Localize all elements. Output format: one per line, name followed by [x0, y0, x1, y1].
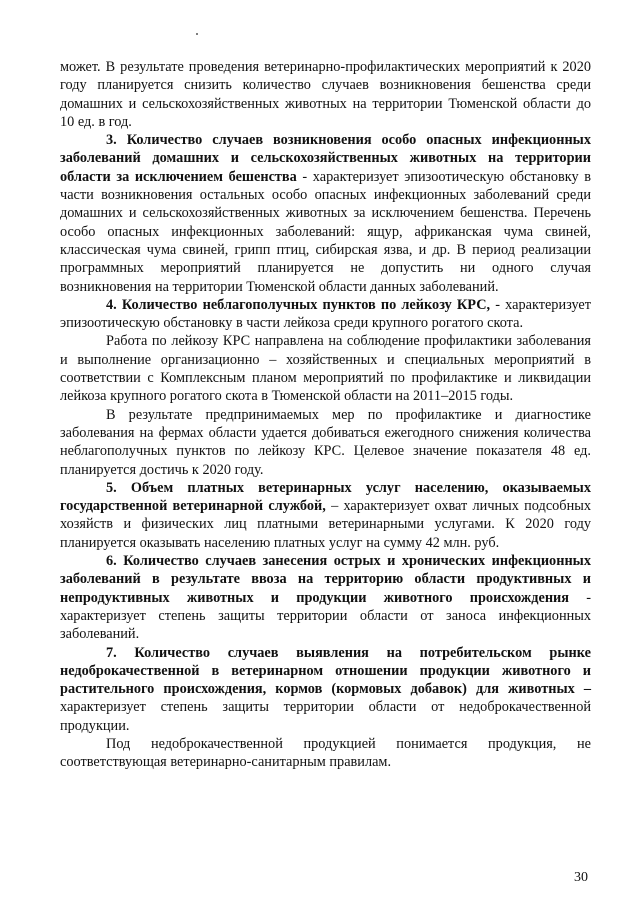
scan-dot	[196, 33, 198, 35]
paragraph-text: - характеризует эпизоотическую обстановку в части возникновения остальных особо опасных инфекционных заболеваний среди домашних и сельскохозяйственных животных за исключением бешенства. Перечень особо опасных инфекционных заболеваний: ящур, африканская чума свиней, классическая чума свиней, грипп птиц, сибирская язва, и др. В период реализации программных мероприятий планируется не допустить ни одного случая возникновения на территории Тюменской области данных заболеваний.	[60, 168, 591, 295]
page-number: 30	[574, 870, 588, 885]
paragraph-indicator-6	[60, 552, 591, 643]
paragraph-indicator-3	[60, 131, 591, 296]
document-page	[60, 58, 591, 772]
paragraph-text: Под недоброкачественной продукцией понимается продукция, не соответствующая ветеринарно-санитарным правилам.	[60, 735, 591, 771]
indicator-heading: 4. Количество неблагополучных пунктов по лейкозу КРС,	[106, 296, 491, 313]
indicator-heading: 3. Количество случаев возникновения особо опасных инфекционных заболеваний домашних и сельскохозяйственных животных на территории области за исключением бешенства	[60, 132, 591, 185]
indicator-heading: 6. Количество случаев занесения острых и хронических инфекционных заболеваний в результате ввоза на территорию области продуктивных и непродуктивных животных и продукции животного происхождения	[60, 553, 591, 606]
indicator-heading: 5. Объем платных ветеринарных услуг населению, оказываемых государственной ветеринарной службой,	[60, 479, 591, 515]
paragraph-leukosis-work	[60, 332, 591, 405]
paragraph-indicator-5	[60, 479, 591, 552]
paragraph-text: В результате предпринимаемых мер по профилактике и диагностике заболевания на фермах области удается добиваться ежегодного снижения количества неблагополучных пунктов по лейкозу КРС. Целевое значение показателя 48 ед. планируется достичь к 2020 году.	[60, 406, 591, 478]
paragraph-definition	[60, 735, 591, 772]
paragraph-indicator-7	[60, 644, 591, 735]
paragraph-leukosis-result	[60, 406, 591, 479]
paragraph-text: характеризует степень защиты территории области от недоброкачественной продукции.	[60, 699, 591, 734]
paragraph-indicator-4	[60, 296, 591, 333]
paragraph-rabies-continuation	[60, 58, 591, 131]
paragraph-text: Работа по лейкозу КРС направлена на соблюдение профилактики заболевания и выполнение организационно – хозяйственных и специальных мероприятий в соответствии с Комплексным планом мероприятий по профилактике и ликвидации лейкоза крупного рогатого скота в Тюменской области на 2011–2015 годы.	[60, 333, 591, 405]
indicator-heading: 7. Количество случаев выявления на потребительском рынке недоброкачественной в ветеринарном отношении продукции животного и растительного происхождения, кормов (кормовых добавок) для животных –	[60, 644, 591, 698]
paragraph-text: может. В результате проведения ветеринарно-профилактических мероприятий к 2020 году планируется снизить количество случаев возникновения бешенства среди домашних и сельскохозяйственных животных на территории Тюменской области до 10 ед. в год.	[60, 59, 591, 130]
paragraph-text: – характеризует охват личных подсобных хозяйств и физических лиц платными ветеринарными услугами. К 2020 году планируется оказывать населению платных услуг на сумму 42 млн. руб.	[60, 498, 591, 551]
paragraph-text: - характеризует эпизоотическую обстановку в части лейкоза среди крупного рогатого скота.	[60, 296, 591, 332]
paragraph-text: - характеризует степень защиты территории области от заноса инфекционных заболеваний.	[60, 589, 591, 643]
